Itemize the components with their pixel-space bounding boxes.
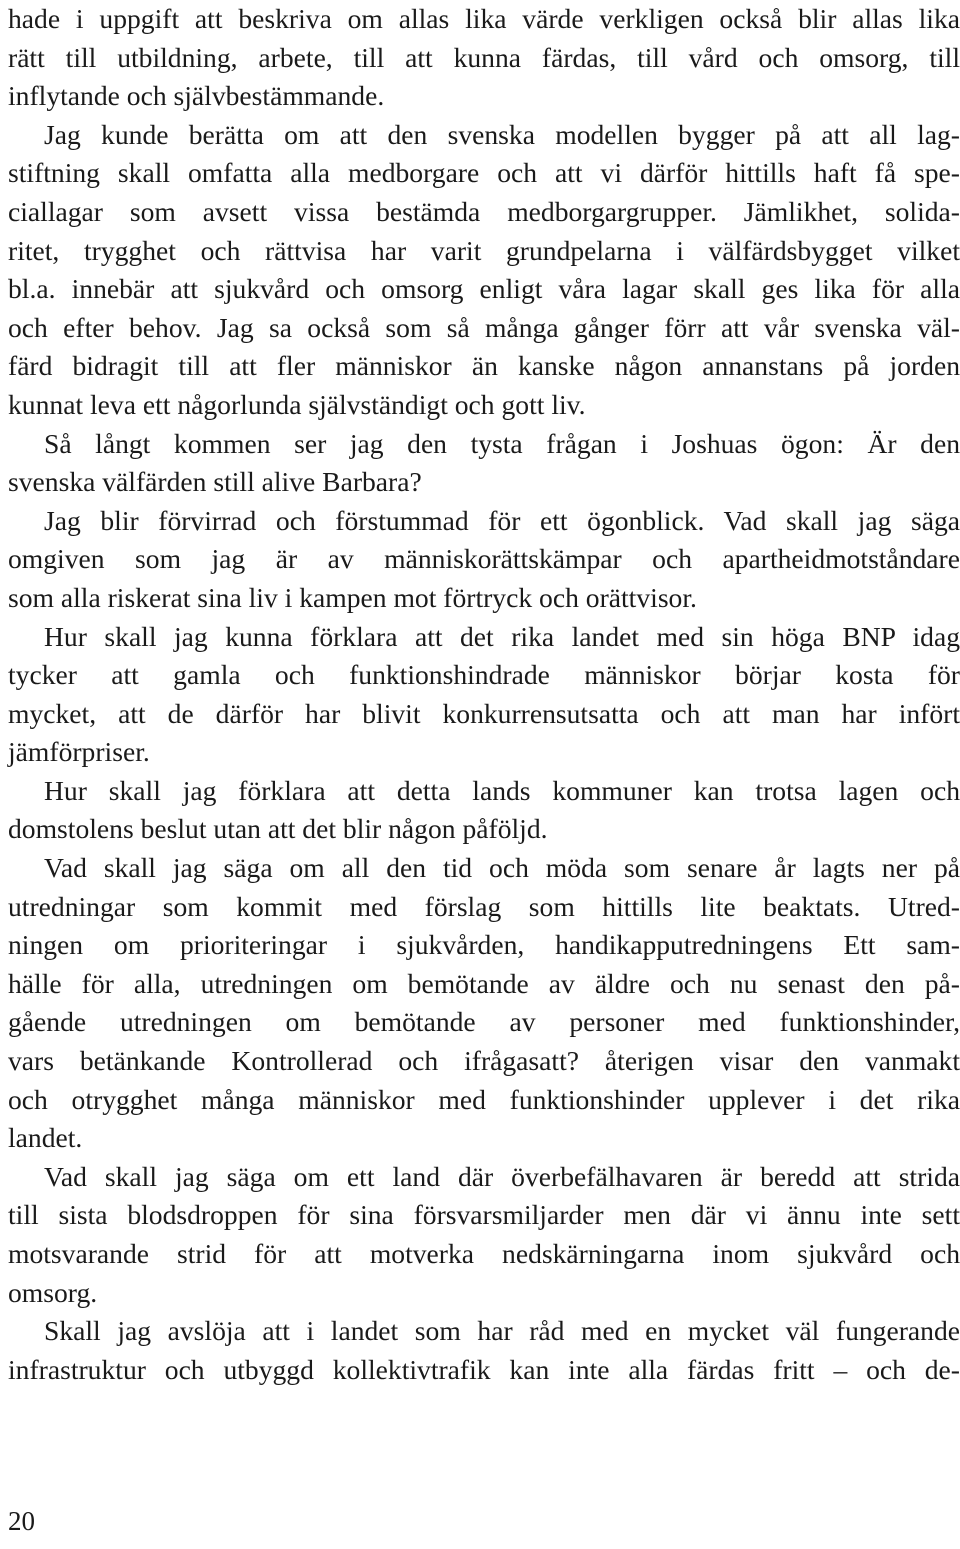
text-line: stiftning skall omfatta alla medborgare och att vi därför hittills haft få spe- <box>8 157 960 189</box>
text-line: Så långt kommen ser jag den tysta frågan i Joshuas ögon: Är den <box>44 427 960 459</box>
text-line: svenska välfärden still alive Barbara? <box>8 466 422 498</box>
text-line: färd bidragit till att fler människor än kanske någon annanstans på jorden <box>8 350 960 382</box>
text-line: som alla riskerat sina liv i kampen mot förtryck och orättvisor. <box>8 581 697 613</box>
text-line: motsvarande strid för att motverka nedskärningarna inom sjukvård och <box>8 1238 960 1269</box>
text-line: ciallagar som avsett vissa bestämda medborgargrupper. Jämlikhet, solida- <box>8 195 960 227</box>
text-line: Vad skall jag säga om ett land där överbefälhavaren är beredd att strida <box>44 1160 960 1192</box>
text-line: bl.a. innebär att sjukvård och omsorg enligt våra lagar skall ges lika för alla <box>8 273 960 305</box>
text-line: inflytande och självbestämmande. <box>8 80 385 112</box>
text-line: hälle för alla, utredningen om bemötande av äldre och nu senast den på- <box>8 967 960 999</box>
text-line: ningen om prioriteringar i sjukvården, handikapputredningens Ett sam- <box>8 929 960 961</box>
text-line: mycket, att de därför har blivit konkurrensutsatta och att man har infört <box>8 697 960 729</box>
text-line: Jag blir förvirrad och förstummad för ett ögonblick. Vad skall jag säga <box>44 504 960 536</box>
page-number: 20 <box>8 1506 35 1536</box>
text-line: omgiven som jag är av människorättskämpar och apartheidmotståndare <box>8 543 960 575</box>
text-line: domstolens beslut utan att det blir någon påföljd. <box>8 813 548 845</box>
text-line: Hur skall jag förklara att detta lands kommuner kan trotsa lagen och <box>44 774 960 806</box>
text-line: Skall jag avslöja att i landet som har råd med en mycket väl fungerande <box>44 1315 960 1347</box>
text-line: Vad skall jag säga om all den tid och möda som senare år lagts ner på <box>44 852 960 884</box>
text-line: ritet, trygghet och rättvisa har varit grundpelarna i välfärdsbygget vilket <box>8 234 960 266</box>
text-line: gående utredningen om bemötande av personer med funktionshinder, <box>8 1006 960 1038</box>
text-line: till sista blodsdroppen för sina försvarsmiljarder men där vi ännu inte sett <box>8 1199 960 1231</box>
text-line: omsorg. <box>8 1276 98 1308</box>
text-line: och otrygghet många människor med funktionshinder upplever i det rika <box>8 1083 960 1115</box>
text-line: tycker att gamla och funktionshindrade människor börjar kosta för <box>8 659 960 691</box>
text-line: och efter behov. Jag sa också som så många gånger förr att vår svenska väl- <box>8 311 960 343</box>
text-line: Hur skall jag kunna förklara att det rika landet med sin höga BNP idag <box>44 620 960 652</box>
text-line: landet. <box>8 1122 83 1154</box>
text-line: Jag kunde berätta om att den svenska modellen bygger på att all lag- <box>44 118 960 150</box>
text-line: hade i uppgift att beskriva om allas lika värde verkligen också blir allas lika <box>8 3 960 34</box>
text-line: utredningar som kommit med förslag som hittills lite beaktats. Utred- <box>8 890 960 922</box>
text-line: jämförpriser. <box>8 736 150 768</box>
document-body <box>8 0 960 1389</box>
text-line: rätt till utbildning, arbete, till att kunna färdas, till vård och omsorg, till <box>8 41 960 73</box>
text-line: kunnat leva ett någorlunda självständigt och gott liv. <box>8 388 586 420</box>
text-line: vars betänkande Kontrollerad och ifrågasatt? återigen visar den vanmakt <box>8 1045 960 1077</box>
text-line: infrastruktur och utbyggd kollektivtrafik kan inte alla färdas fritt – och de- <box>8 1353 960 1385</box>
